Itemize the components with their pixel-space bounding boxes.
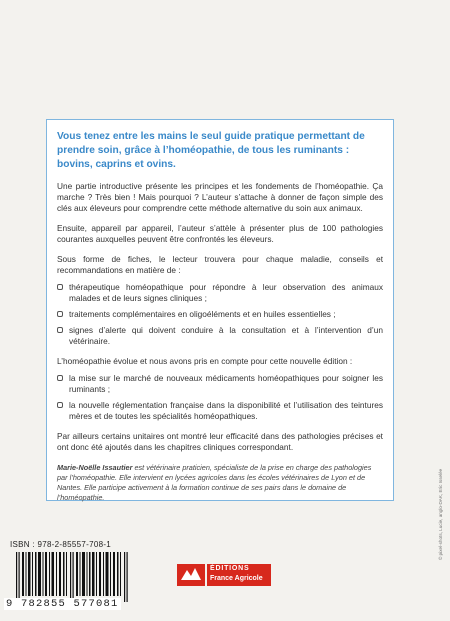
bullet-icon	[57, 327, 63, 333]
publisher-logo-mark	[177, 560, 205, 590]
isbn-label: ISBN : 978-2-85557-708-1	[10, 540, 112, 549]
paragraph-intro: Une partie introductive présente les principes et les fondements de l’homéopathie. Ça marche ? Très bien ! Mais pourquoi ? L’auteur s’attache à donner de façon simple des clés aux éleveurs pour comprendre cette méthode alternative du soin aux animaux.	[57, 181, 383, 213]
bullet-icon	[57, 284, 63, 290]
publisher-line1: ÉDITIONS	[210, 565, 250, 572]
publisher-line2: France Agricole	[210, 575, 263, 582]
photo-credit: © pixel-shots, Lucie, anglo-DAK, Eric Isselée	[438, 468, 443, 560]
author-bio-text: est vétérinaire praticien, spécialiste de la prise en charge des pathologies par l’homéopathie. Elle intervient en lycées agricoles dans les écoles vétérinaires de Lyon et de Nantes. Elle participe activement à la formation continue de ses pairs dans le domaine de l’homéopathie.	[57, 463, 372, 502]
edition-list	[57, 373, 383, 422]
bullet-icon	[57, 402, 63, 408]
author-bio	[57, 463, 383, 503]
publisher-name	[207, 564, 271, 586]
recommendations-list	[57, 282, 383, 347]
intro-lead: Vous tenez entre les mains le seul guide pratique permettant de prendre soin, grâce à l’homéopathie, de tous les ruminants : bovins, caprins et ovins.	[57, 131, 365, 170]
paragraph-fiches: Sous forme de fiches, le lecteur trouvera pour chaque maladie, conseils et recommandations en matière de :	[57, 254, 383, 275]
list-item: la mise sur le marché de nouveaux médicaments homéopathiques pour soigner les ruminants ;	[57, 373, 383, 395]
author-name: Marie-Noëlle Issautier	[57, 463, 133, 472]
list-item: la nouvelle réglementation française dans la disponibilité et l’utilisation des teintures mères et de toutes les spécialités homéopathiques.	[57, 400, 383, 422]
paragraph-unitaires: Par ailleurs certains unitaires ont montré leur efficacité dans des pathologies précises et ont donc été ajoutés dans les chapitres cliniques correspondant.	[57, 431, 383, 452]
bullet-icon	[57, 375, 63, 381]
paragraph-edition: L’homéopathie évolue et nous avons pris en compte pour cette nouvelle édition :	[57, 356, 353, 366]
barcode-digits: 9 782855 577081	[6, 598, 119, 610]
bullet-icon	[57, 311, 63, 317]
description-panel	[46, 119, 394, 501]
list-item: thérapeutique homéopathique pour répondre à leur observation des animaux malades et de leurs signes cliniques ;	[57, 282, 383, 304]
list-item: traitements complémentaires en oligoéléments et en huiles essentielles ;	[57, 309, 383, 320]
publisher-logo	[177, 560, 273, 590]
description-content	[57, 130, 383, 503]
list-item: signes d’alerte qui doivent conduire à la consultation et à l’intervention d’un vétérinaire.	[57, 325, 383, 347]
paragraph-pathologies: Ensuite, appareil par appareil, l’auteur s’attèle à présenter plus de 100 pathologies courantes auxquelles peuvent être confrontés les éleveurs.	[57, 223, 383, 244]
